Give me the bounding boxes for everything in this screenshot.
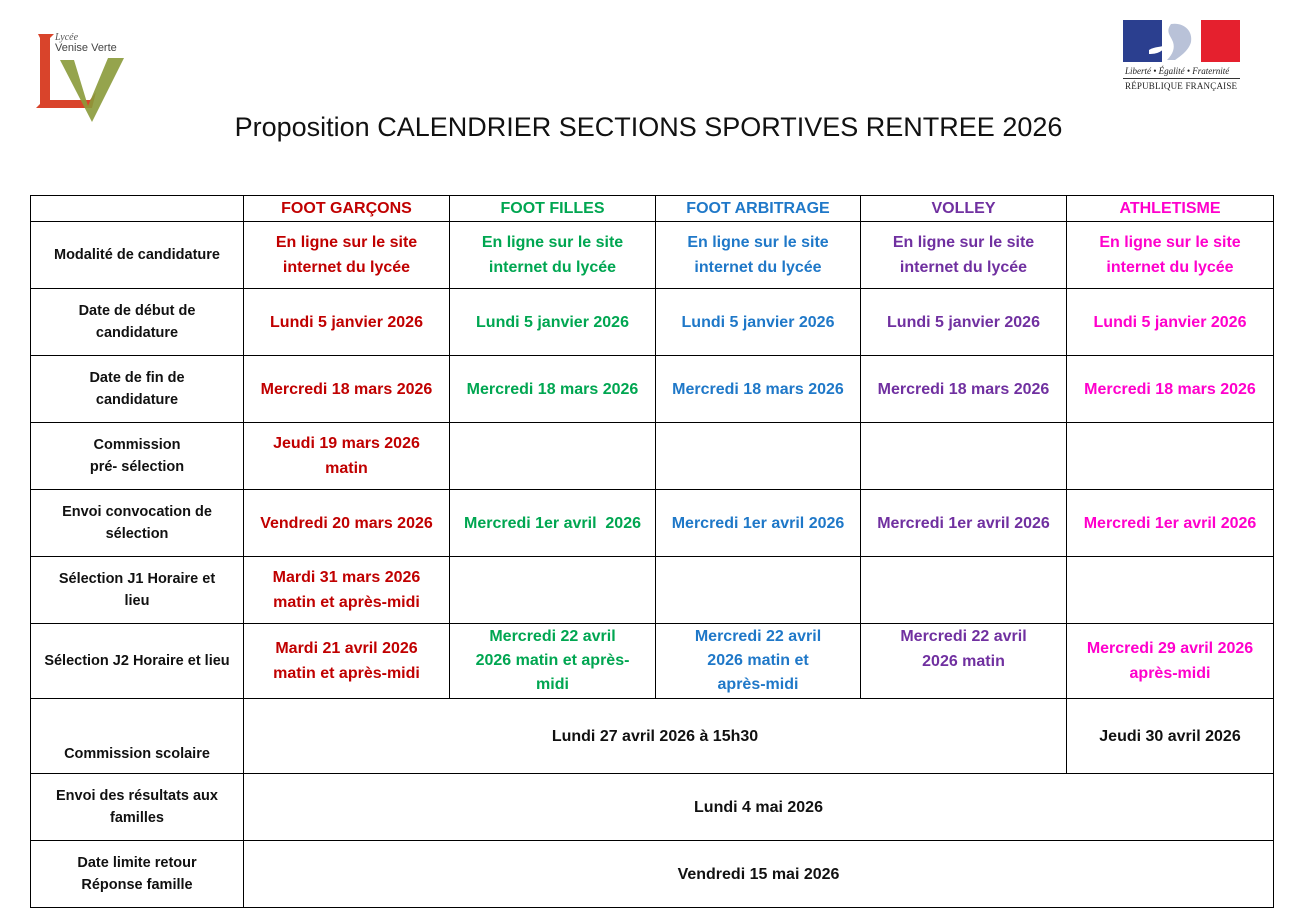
- row-label-fin: Date de fin de candidature: [31, 356, 244, 423]
- table-row-retour: [31, 841, 1274, 908]
- header-foot-filles: FOOT FILLES: [450, 196, 656, 222]
- table-row-selection-j1: [31, 557, 1274, 624]
- row-label-convocation: Envoi convocation de sélection: [31, 490, 244, 557]
- cell-convocation-foot-garcons: Vendredi 20 mars 2026: [244, 490, 450, 557]
- school-logo-line1: Lycée: [55, 32, 79, 43]
- cell-commission-pre-foot-arbitrage: [656, 423, 861, 490]
- cell-convocation-volley: Mercredi 1er avril 2026: [861, 490, 1067, 557]
- cell-resultats-merged: Lundi 4 mai 2026: [244, 774, 1274, 841]
- header-athletisme: ATHLETISME: [1067, 196, 1274, 222]
- cell-fin-foot-arbitrage: Mercredi 18 mars 2026: [656, 356, 861, 423]
- school-logo-line2: Venise Verte: [55, 42, 117, 54]
- cell-modalite-foot-filles: En ligne sur le site internet du lycée: [450, 222, 656, 289]
- page-title: Proposition CALENDRIER SECTIONS SPORTIVES RENTREE 2026: [234, 112, 1063, 142]
- table-row-modalite: [31, 222, 1274, 289]
- row-label-resultats: Envoi des résultats aux familles: [31, 774, 244, 841]
- row-label-debut: Date de début de candidature: [31, 289, 244, 356]
- rf-motto: Liberté • Égalité • Fraternité: [1125, 66, 1230, 76]
- table-header-row: [31, 196, 1274, 222]
- cell-fin-foot-filles: Mercredi 18 mars 2026: [450, 356, 656, 423]
- cell-debut-athletisme: Lundi 5 janvier 2026: [1067, 289, 1274, 356]
- cell-commission-pre-foot-filles: [450, 423, 656, 490]
- header-empty-cell: [31, 196, 244, 222]
- table-row-commission-scolaire: [31, 699, 1274, 774]
- cell-commission-scolaire-athletisme: Jeudi 30 avril 2026: [1067, 699, 1274, 774]
- cell-modalite-foot-arbitrage: En ligne sur le site internet du lycée: [656, 222, 861, 289]
- row-label-selection-j1: Sélection J1 Horaire et lieu: [31, 557, 244, 624]
- cell-selection-j1-athletisme: [1067, 557, 1274, 624]
- cell-commission-pre-foot-garcons: Jeudi 19 mars 2026 matin: [244, 423, 450, 490]
- row-label-modalite: Modalité de candidature: [31, 222, 244, 289]
- cell-modalite-athletisme: En ligne sur le site internet du lycée: [1067, 222, 1274, 289]
- cell-debut-foot-arbitrage: Lundi 5 janvier 2026: [656, 289, 861, 356]
- cell-selection-j2-foot-garcons: Mardi 21 avril 2026 matin et après-midi: [244, 624, 450, 699]
- cell-commission-pre-athletisme: [1067, 423, 1274, 490]
- calendar-table: [30, 195, 1274, 908]
- cell-convocation-foot-arbitrage: Mercredi 1er avril 2026: [656, 490, 861, 557]
- cell-modalite-volley: En ligne sur le site internet du lycée: [861, 222, 1067, 289]
- republique-francaise-logo: [1123, 20, 1243, 96]
- cell-selection-j1-foot-filles: [450, 557, 656, 624]
- cell-selection-j2-athletisme: Mercredi 29 avril 2026 après-midi: [1067, 624, 1274, 699]
- marianne-flag-icon: [1123, 20, 1240, 62]
- cell-commission-scolaire-merged: Lundi 27 avril 2026 à 15h30: [244, 699, 1067, 774]
- cell-selection-j2-foot-arbitrage: Mercredi 22 avril 2026 matin et après-midi: [656, 624, 861, 699]
- cell-selection-j2-volley: Mercredi 22 avril 2026 matin: [861, 624, 1067, 699]
- cell-convocation-athletisme: Mercredi 1er avril 2026: [1067, 490, 1274, 557]
- cell-convocation-foot-filles: Mercredi 1er avril 2026: [450, 490, 656, 557]
- cell-selection-j1-foot-garcons: Mardi 31 mars 2026 matin et après-midi: [244, 557, 450, 624]
- cell-fin-volley: Mercredi 18 mars 2026: [861, 356, 1067, 423]
- row-label-selection-j2: Sélection J2 Horaire et lieu: [31, 624, 244, 699]
- header-foot-arbitrage: FOOT ARBITRAGE: [656, 196, 861, 222]
- row-label-commission-pre: Commission pré- sélection: [31, 423, 244, 490]
- cell-selection-j1-volley: [861, 557, 1067, 624]
- table-row-commission-pre: [31, 423, 1274, 490]
- table-row-convocation: [31, 490, 1274, 557]
- row-label-commission-scolaire: Commission scolaire: [31, 699, 244, 774]
- header-volley: VOLLEY: [861, 196, 1067, 222]
- table-row-fin: [31, 356, 1274, 423]
- cell-commission-pre-volley: [861, 423, 1067, 490]
- cell-fin-foot-garcons: Mercredi 18 mars 2026: [244, 356, 450, 423]
- row-label-retour: Date limite retour Réponse famille: [31, 841, 244, 908]
- cell-modalite-foot-garcons: En ligne sur le site internet du lycée: [244, 222, 450, 289]
- school-logo: [30, 28, 135, 124]
- cell-fin-athletisme: Mercredi 18 mars 2026: [1067, 356, 1274, 423]
- header-foot-garcons: FOOT GARÇONS: [244, 196, 450, 222]
- cell-debut-volley: Lundi 5 janvier 2026: [861, 289, 1067, 356]
- cell-retour-merged: Vendredi 15 mai 2026: [244, 841, 1274, 908]
- rf-name: RÉPUBLIQUE FRANÇAISE: [1125, 81, 1238, 91]
- cell-debut-foot-garcons: Lundi 5 janvier 2026: [244, 289, 450, 356]
- table-row-resultats: [31, 774, 1274, 841]
- cell-selection-j1-foot-arbitrage: [656, 557, 861, 624]
- cell-debut-foot-filles: Lundi 5 janvier 2026: [450, 289, 656, 356]
- table-row-debut: [31, 289, 1274, 356]
- cell-selection-j2-foot-filles: Mercredi 22 avril 2026 matin et après- midi: [450, 624, 656, 699]
- table-row-selection-j2: [31, 624, 1274, 699]
